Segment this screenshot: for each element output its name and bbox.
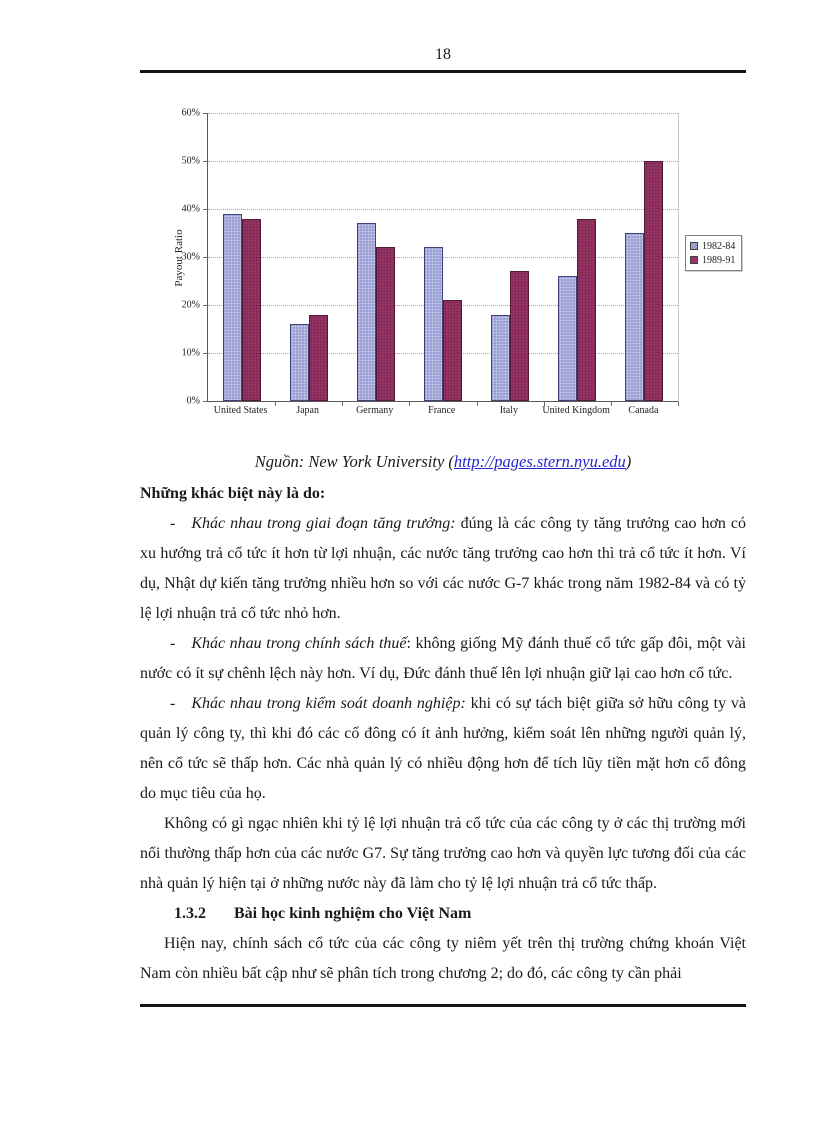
bar [309, 315, 328, 401]
bar-groups [208, 113, 678, 401]
y-axis-tick-label: 30% [181, 251, 200, 263]
section-title: Bài học kinh nghiệm cho Việt Nam [234, 905, 472, 922]
x-axis-category-label: Canada [628, 405, 659, 416]
bar-group [477, 113, 544, 401]
bar [443, 300, 462, 401]
bullet-growth-stage [140, 509, 746, 629]
legend-label: 1989-91 [702, 254, 736, 266]
bar [558, 276, 577, 401]
section-heading-132 [140, 899, 746, 929]
bullet-lead: Khác nhau trong giai đoạn tăng trưởng: [191, 515, 456, 532]
bar [357, 223, 376, 401]
section-number: 1.3.2 [174, 905, 206, 922]
bar [223, 214, 242, 401]
x-axis-tick [678, 402, 679, 406]
x-axis-category-labels [207, 405, 677, 416]
bar [510, 271, 529, 401]
y-axis-tick-label: 10% [181, 347, 200, 359]
bar [242, 219, 261, 401]
y-axis-tick-label: 50% [181, 155, 200, 167]
intro-heading: Những khác biệt này là do: [140, 485, 326, 502]
chart-plot-area [181, 107, 679, 407]
bar [290, 324, 309, 401]
bar [491, 315, 510, 401]
y-axis-tick [203, 401, 208, 402]
x-axis-category-label: United Kingdom [542, 405, 610, 416]
payout-ratio-chart [163, 103, 753, 433]
legend-swatch [690, 242, 698, 250]
chart-source-caption [140, 452, 746, 472]
bar [625, 233, 644, 401]
bullet-lead: Khác nhau trong chính sách thuế [191, 635, 407, 652]
x-axis-category-label: France [428, 405, 456, 416]
body-text [140, 479, 746, 989]
bar [376, 247, 395, 401]
bullet-marker: - [170, 635, 176, 652]
page-number: 18 [435, 46, 451, 63]
x-axis-category-label: Italy [499, 405, 519, 416]
bar [577, 219, 596, 401]
source-hyperlink[interactable]: http://pages.stern.nyu.edu [453, 452, 626, 471]
legend-label: 1982-84 [702, 240, 736, 252]
x-axis-category-label: Japan [296, 405, 319, 416]
paragraph-emerging-markets: Không có gì ngạc nhiên khi tỷ lệ lợi nhuận trả cổ tức của các công ty ở các thị trường mới nổi thường thấp hơn của các nước G7. Sự tăng trưởng cao hơn và quyền lực tương đối của các nhà quản lý hiện tại ở những nước này đã làm cho tỷ lệ lợi nhuận trả cổ tức thấp. [140, 815, 746, 892]
paragraph-closing: Hiện nay, chính sách cổ tức của các công ty niêm yết trên thị trường chứng khoán Việt Nam còn nhiều bất cập như sẽ phân tích trong chương 2; do đó, các công ty cần phải [140, 935, 746, 982]
bullet-lead: Khác nhau trong kiểm soát doanh nghiệp: [191, 695, 466, 712]
y-axis-title: Payout Ratio [173, 229, 185, 287]
y-axis-tick-label: 0% [186, 395, 200, 407]
bullet-tax-policy [140, 629, 746, 689]
bar [424, 247, 443, 401]
bar-group [544, 113, 611, 401]
bar [644, 161, 663, 401]
bullet-body: đúng là các công ty tăng trưởng cao hơn có xu hướng trả cổ tức ít hơn từ lợi nhuận, các nước tăng trưởng cao hơn thì trả cổ tức ít hơn. Ví dụ, Nhật dự kiến tăng trưởng nhiều hơn so với các nước G-7 khác trong năm 1982-84 và có tỷ lệ lợi nhuận trả cổ tức nhỏ hơn. [140, 515, 747, 622]
x-axis-category-label: Germany [356, 405, 394, 416]
y-axis-tick-label: 40% [181, 203, 200, 215]
legend-entry [690, 239, 735, 253]
legend-swatch [690, 256, 698, 264]
x-axis-category-label: United States [213, 405, 268, 416]
bullet-marker: - [170, 515, 176, 532]
chart-legend [685, 235, 742, 271]
bar-group [275, 113, 342, 401]
header-rule [140, 70, 746, 73]
bar-group [208, 113, 275, 401]
y-axis-tick-label: 20% [181, 299, 200, 311]
bullet-body: khi có sự tách biệt giữa sở hữu công ty và quản lý công ty, thì khi đó các cổ đông có ít ảnh hưởng, kiểm soát lên những người quản lý, nên cổ tức sẽ thấp hơn. Các nhà quản lý có nhiều động hơn để tích lũy tiền mặt hơn cổ đông do mục tiêu của họ. [140, 695, 747, 802]
bullet-corporate-control [140, 689, 746, 809]
y-axis-tick-label: 60% [181, 107, 200, 119]
bar-group [409, 113, 476, 401]
legend-entry [690, 253, 735, 267]
bullet-body: : không giống Mỹ đánh thuế cổ tức gấp đôi, một vài nước có ít sự chênh lệch này hơn. Ví dụ, Đức đánh thuế lên lợi nhuận giữ lại cao hơn cổ tức. [140, 635, 746, 682]
bullet-marker: - [170, 695, 176, 712]
bar-group [342, 113, 409, 401]
bar-group [611, 113, 678, 401]
source-text: Nguồn: New York University ( [254, 452, 454, 471]
source-suffix: ) [625, 452, 632, 471]
footer-rule [140, 1004, 746, 1007]
